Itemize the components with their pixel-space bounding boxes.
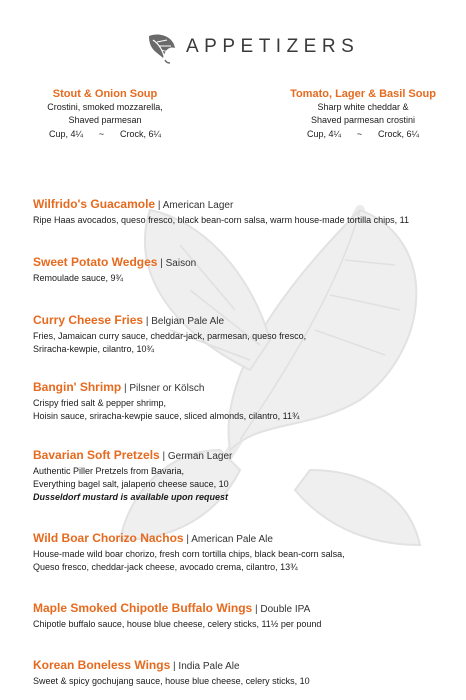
soup-price [5, 128, 205, 141]
menu-item-guacamole [33, 196, 463, 227]
item-name: Maple Smoked Chipotle Buffalo Wings [33, 601, 253, 615]
item-desc-line: Queso fresco, cheddar-jack cheese, avocado crema, cilantro, 13¾ [33, 562, 298, 572]
soup-cup-price: Cup, 4¼ [306, 129, 341, 139]
leaf-icon [145, 30, 179, 64]
item-name: Curry Cheese Fries [33, 313, 144, 327]
soup-desc-line: Crostini, smoked mozzarella, [47, 102, 163, 112]
item-name: Bavarian Soft Pretzels [33, 448, 160, 462]
menu-item-chipotle-buffalo-wings [33, 600, 463, 631]
soup-crock-price: Crock, 6¼ [120, 129, 162, 139]
item-desc-line: Fries, Jamaican curry sauce, cheddar-jack, parmesan, queso fresco, [33, 331, 307, 341]
item-desc-line: Sriracha-kewpie, cilantro, 10¾ [33, 344, 155, 354]
item-separator: | [159, 451, 168, 462]
item-separator: | [121, 383, 130, 394]
soup-name: Tomato, Lager & Basil Soup [290, 88, 436, 100]
item-name: Wild Boar Chorizo Nachos [33, 531, 184, 545]
item-desc-line: Chipotle buffalo sauce, house blue cheese, celery sticks, 11½ per pound [33, 619, 322, 629]
item-desc-line: Authentic Piller Pretzels from Bavaria, [33, 466, 185, 476]
menu-item-sweet-potato-wedges [33, 254, 463, 285]
item-separator: | [155, 200, 163, 211]
item-beer-pairing: American Lager [162, 200, 234, 211]
item-desc-line: Ripe Haas avocados, queso fresco, black bean-corn salsa, warm house-made tortilla chips, 11 [33, 215, 410, 225]
soup-price [263, 128, 463, 141]
item-separator: | [170, 661, 179, 672]
soup-stout-onion [5, 87, 205, 141]
item-separator: | [252, 604, 261, 615]
item-beer-pairing: India Pale Ale [178, 661, 240, 672]
item-desc-line: Crispy fried salt & pepper shrimp, [33, 398, 167, 408]
soup-desc-line: Shaved parmesan [68, 115, 142, 125]
item-name: Bangin' Shrimp [33, 380, 122, 394]
item-beer-pairing: Double IPA [260, 604, 311, 615]
item-name: Sweet Potato Wedges [33, 255, 158, 269]
item-separator: | [157, 258, 166, 269]
menu-item-bangin-shrimp [33, 379, 463, 423]
item-beer-pairing: German Lager [167, 451, 233, 462]
soup-tomato-lager-basil [263, 87, 463, 141]
item-separator: | [183, 534, 192, 545]
page-header [0, 30, 466, 64]
soup-cup-price: Cup, 4¼ [48, 129, 83, 139]
item-beer-pairing: Saison [165, 258, 197, 269]
item-desc-line: House-made wild boar chorizo, fresh corn tortilla chips, black bean-corn salsa, [33, 549, 345, 559]
soup-desc-line: Shaved parmesan crostini [310, 115, 416, 125]
menu-item-bavarian-soft-pretzels [33, 447, 463, 504]
menu-item-curry-cheese-fries [33, 312, 463, 356]
item-desc-line: Remoulade sauce, 9¾ [33, 273, 124, 283]
item-beer-pairing: American Pale Ale [191, 534, 273, 545]
item-separator: | [143, 316, 152, 327]
item-desc-line: Sweet & spicy gochujang sauce, house blue cheese, celery sticks, 10 [33, 676, 310, 686]
item-name: Wilfrido's Guacamole [33, 197, 156, 211]
item-note: Dusseldorf mustard is available upon request [33, 492, 229, 502]
price-separator: ~ [98, 129, 105, 139]
item-desc-line: Everything bagel salt, jalapeno cheese sauce, 10 [33, 479, 229, 489]
menu-item-wild-boar-chorizo-nachos [33, 530, 463, 574]
menu-item-korean-boneless-wings [33, 657, 463, 688]
item-beer-pairing: Pilsner or Kölsch [129, 383, 205, 394]
item-desc-line: Hoisin sauce, sriracha-kewpie sauce, sliced almonds, cilantro, 11¾ [33, 411, 300, 421]
page-title: APPETIZERS [186, 36, 360, 57]
item-beer-pairing: Belgian Pale Ale [151, 316, 225, 327]
soup-name: Stout & Onion Soup [52, 88, 158, 100]
item-name: Korean Boneless Wings [33, 658, 171, 672]
soup-desc-line: Sharp white cheddar & [317, 102, 409, 112]
soup-crock-price: Crock, 6¼ [378, 129, 420, 139]
price-separator: ~ [356, 129, 363, 139]
